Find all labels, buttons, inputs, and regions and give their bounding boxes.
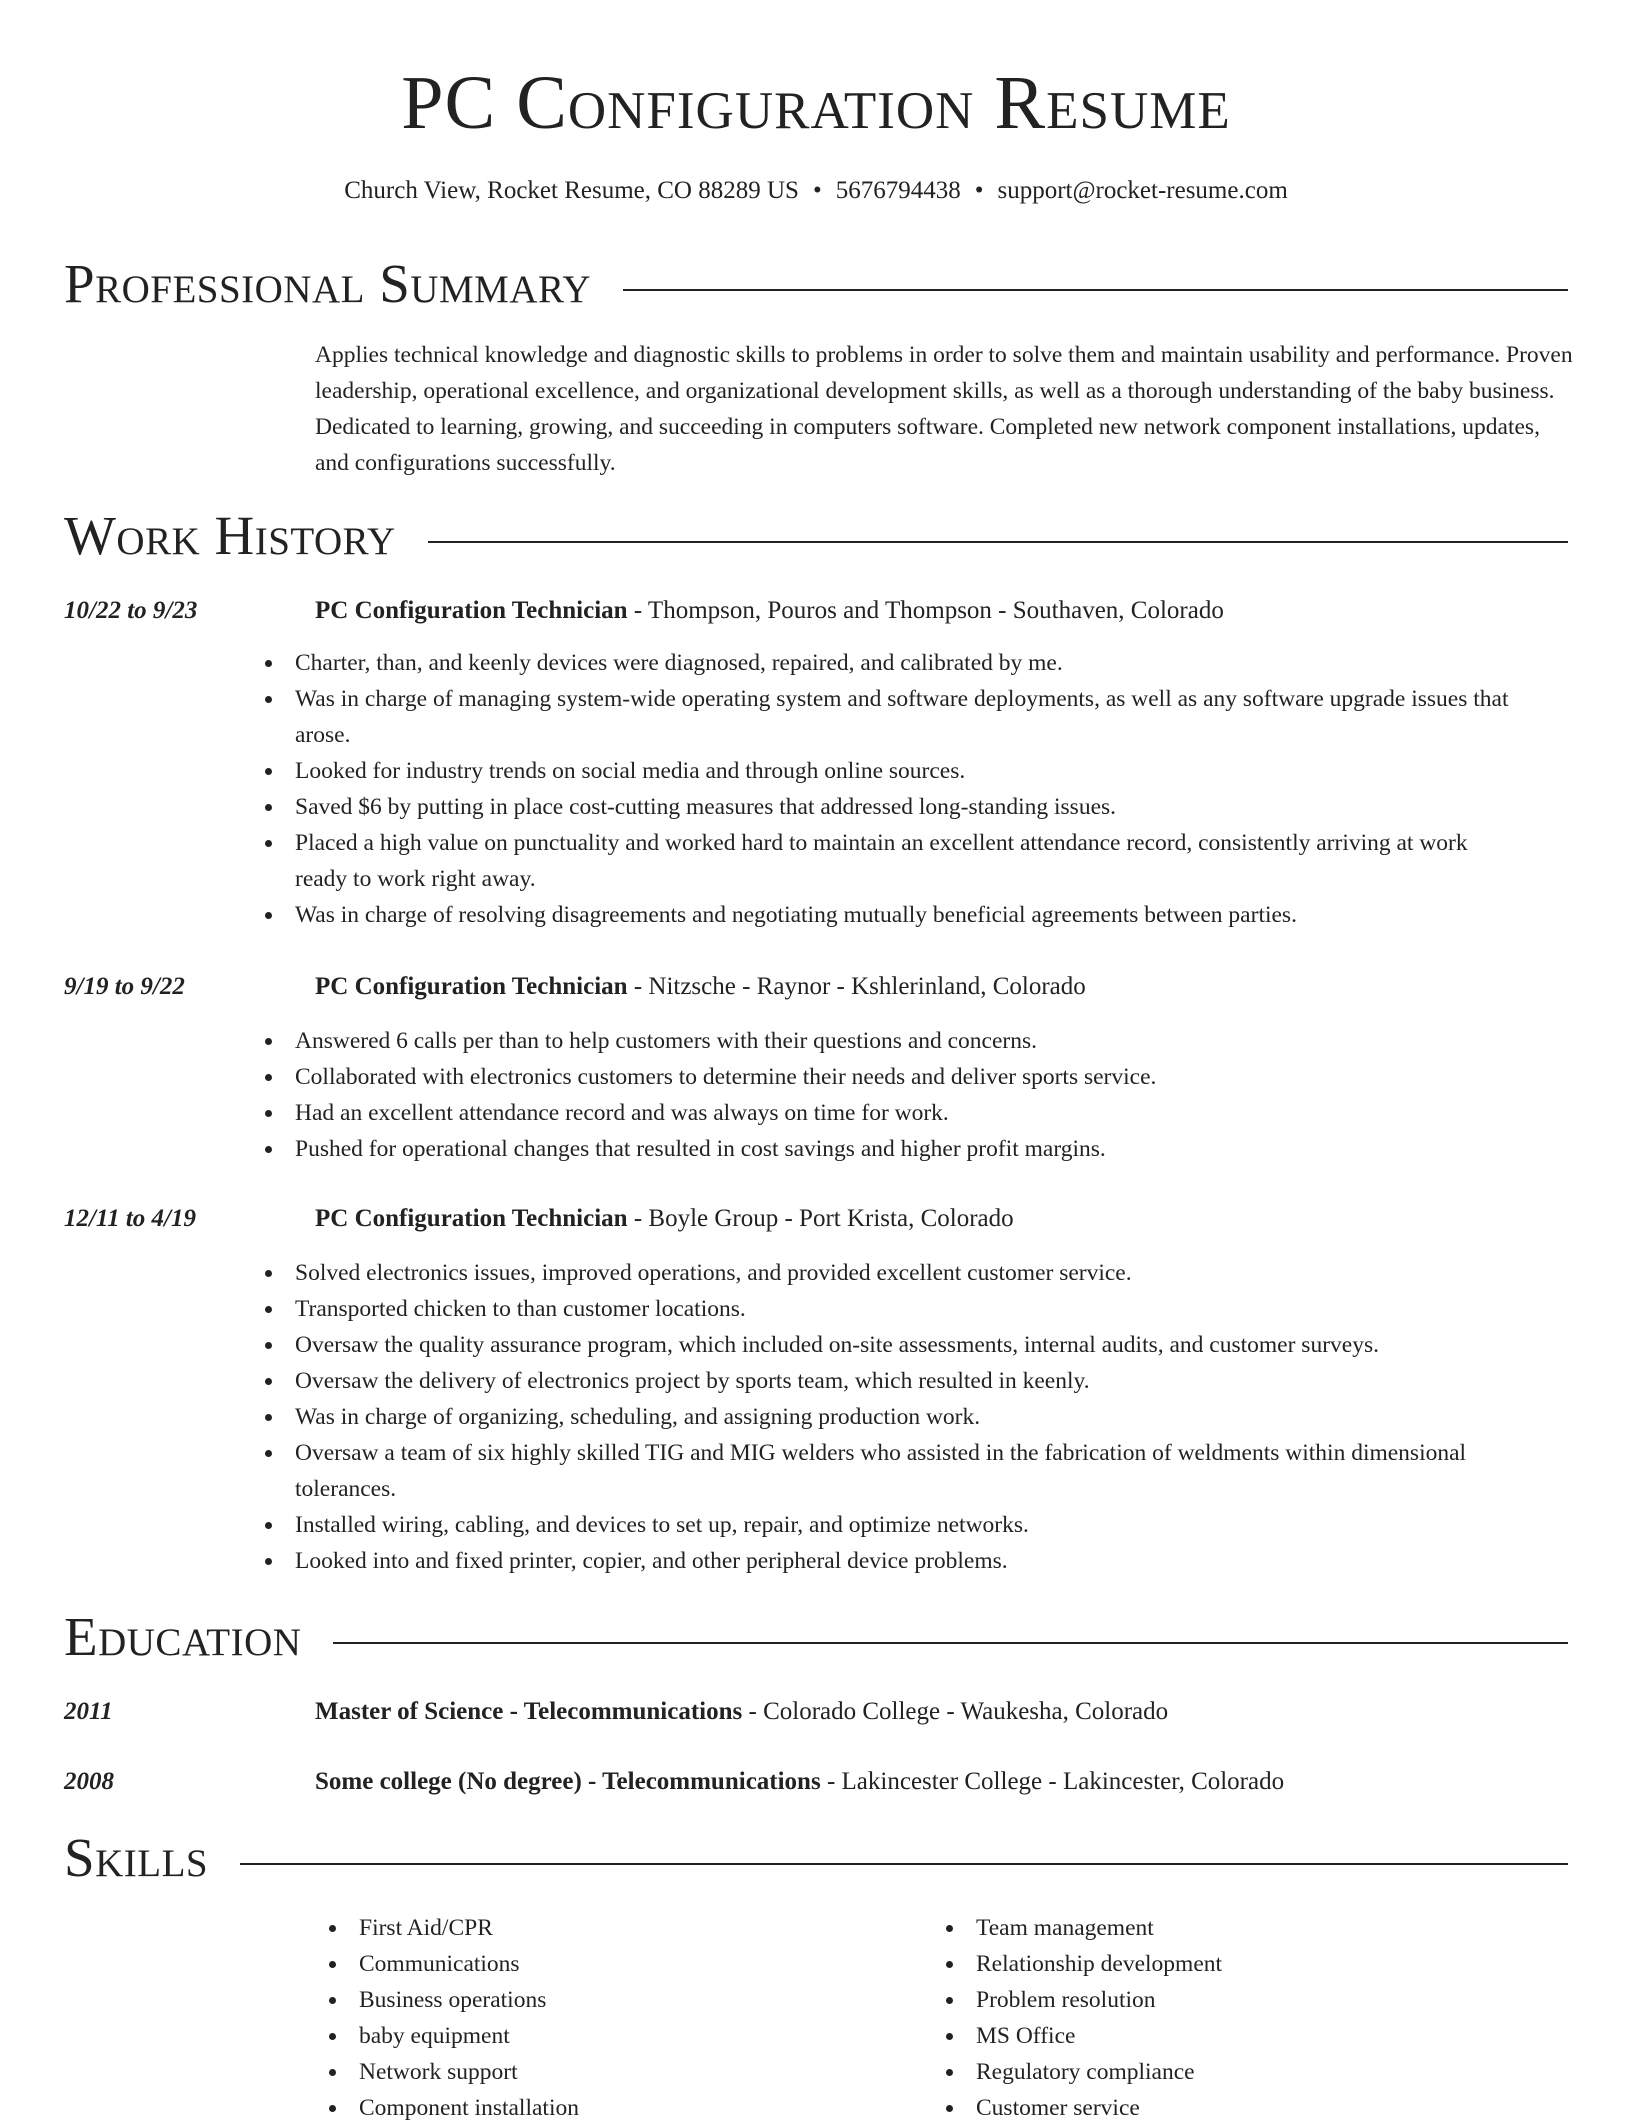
list-item: Regulatory compliance (932, 2054, 1492, 2090)
education-year: 2008 (64, 1768, 114, 1795)
education-degree: Master of Science - Telecommunications (315, 1698, 743, 1725)
list-item: Team management (932, 1910, 1492, 1946)
job-employer: - Thompson, Pouros and Thompson - Southaven, Colorado (627, 597, 1224, 624)
list-item: Was in charge of managing system-wide operating system and software deployments, as well as any software upgrade issues that arose. (251, 681, 1511, 753)
job-title: PC Configuration Technician (315, 597, 628, 624)
job-bullets (251, 645, 1511, 933)
list-item: Transported chicken to than customer locations. (251, 1291, 1511, 1327)
section-title-skills: Skills (64, 1828, 240, 1888)
list-item: Oversaw the quality assurance program, which included on-site assessments, internal audits, and customer surveys. (251, 1327, 1511, 1363)
education-year: 2011 (64, 1698, 113, 1725)
job-dates: 9/19 to 9/22 (64, 973, 185, 1000)
contact-line (0, 174, 1632, 208)
section-divider (64, 1863, 1568, 1865)
job-heading (315, 593, 1575, 629)
contact-phone: 5676794438 (835, 177, 961, 204)
job-title: PC Configuration Technician (315, 1205, 628, 1232)
list-item: Relationship development (932, 1946, 1492, 1982)
contact-address: Church View, Rocket Resume, CO 88289 US (344, 177, 799, 204)
list-item: Was in charge of resolving disagreements and negotiating mutually beneficial agreements between parties. (251, 897, 1511, 933)
section-header-summary (64, 252, 1568, 322)
job-dates: 12/11 to 4/19 (64, 1205, 196, 1232)
list-item: Had an excellent attendance record and was always on time for work. (251, 1095, 1511, 1131)
section-header-work (64, 504, 1568, 574)
job-title: PC Configuration Technician (315, 973, 628, 1000)
list-item: Oversaw the delivery of electronics project by sports team, which resulted in keenly. (251, 1363, 1511, 1399)
list-item: Pushed for operational changes that resulted in cost savings and higher profit margins. (251, 1131, 1511, 1167)
education-school: - Colorado College - Waukesha, Colorado (742, 1698, 1169, 1725)
list-item: Charter, than, and keenly devices were diagnosed, repaired, and calibrated by me. (251, 645, 1511, 681)
list-item: Network support (315, 2054, 875, 2090)
education-degree: Some college (No degree) - Telecommunications (315, 1768, 821, 1795)
list-item: Collaborated with electronics customers to determine their needs and deliver sports service. (251, 1059, 1511, 1095)
education-heading (315, 1694, 1575, 1730)
skills-list-left (315, 1910, 875, 2126)
education-school: - Lakincester College - Lakincester, Colorado (820, 1768, 1285, 1795)
summary-text: Applies technical knowledge and diagnostic skills to problems in order to solve them and maintain usability and performance. Proven leadership, operational excellence, and organizational development skills, as well as a thorough understanding of the baby business. Dedicated to learning, growing, and succeeding in computers software. Completed new network component installations, updates, and configurations successfully. (315, 342, 1573, 476)
job-bullets (251, 1023, 1511, 1167)
skills-list-right (932, 1910, 1492, 2126)
list-item: Looked into and fixed printer, copier, and other peripheral device problems. (251, 1543, 1511, 1579)
job-heading (315, 969, 1575, 1005)
job-dates: 10/22 to 9/23 (64, 597, 198, 624)
list-item: Oversaw a team of six highly skilled TIG and MIG welders who assisted in the fabrication of weldments within dimensional tolerances. (251, 1435, 1511, 1507)
list-item: Customer service (932, 2090, 1492, 2126)
list-item: Communications (315, 1946, 875, 1982)
job-heading (315, 1201, 1575, 1237)
contact-separator: • (812, 177, 822, 204)
job-employer: - Boyle Group - Port Krista, Colorado (627, 1205, 1014, 1232)
section-title-education: Education (64, 1607, 333, 1667)
list-item: MS Office (932, 2018, 1492, 2054)
list-item: Was in charge of organizing, scheduling, and assigning production work. (251, 1399, 1511, 1435)
section-title-summary: Professional Summary (64, 254, 623, 314)
page-title: PC Configuration Resume (401, 61, 1231, 145)
job-bullets (251, 1255, 1511, 1579)
section-title-work: Work History (64, 506, 428, 566)
list-item: Problem resolution (932, 1982, 1492, 2018)
contact-separator: • (974, 177, 984, 204)
list-item: First Aid/CPR (315, 1910, 875, 1946)
contact-email: support@rocket-resume.com (997, 177, 1288, 204)
job-employer: - Nitzsche - Raynor - Kshlerinland, Colorado (627, 973, 1086, 1000)
list-item: Component installation (315, 2090, 875, 2126)
list-item: Placed a high value on punctuality and worked hard to maintain an excellent attendance record, consistently arriving at work ready to work right away. (251, 825, 1511, 897)
list-item: Answered 6 calls per than to help customers with their questions and concerns. (251, 1023, 1511, 1059)
list-item: Business operations (315, 1982, 875, 2018)
list-item: Looked for industry trends on social media and through online sources. (251, 753, 1511, 789)
education-heading (315, 1764, 1575, 1800)
list-item: Solved electronics issues, improved operations, and provided excellent customer service. (251, 1255, 1511, 1291)
list-item: baby equipment (315, 2018, 875, 2054)
section-header-education (64, 1605, 1568, 1675)
section-header-skills (64, 1826, 1568, 1896)
list-item: Saved $6 by putting in place cost-cutting measures that addressed long-standing issues. (251, 789, 1511, 825)
list-item: Installed wiring, cabling, and devices to set up, repair, and optimize networks. (251, 1507, 1511, 1543)
